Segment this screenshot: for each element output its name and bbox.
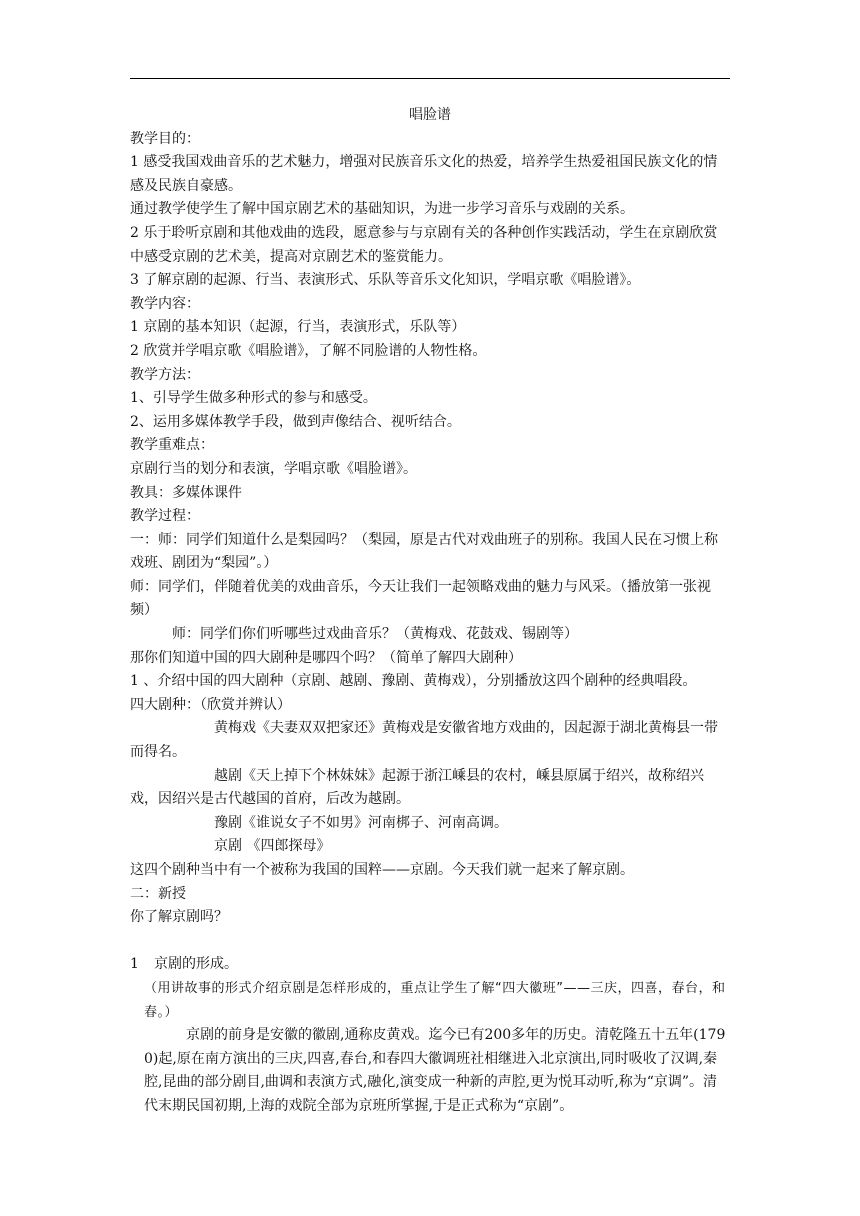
heading-objectives: 教学目的： <box>130 130 200 147</box>
process-4: 那你们知道中国的四大剧种是哪四个吗？（简单了解四大剧种） <box>130 649 522 666</box>
document-body <box>130 104 730 1119</box>
opera-yu: 豫剧《谁说女子不如男》河南梆子、河南高调。 <box>214 814 508 831</box>
teaching-aids: 教具：多媒体课件 <box>130 484 242 501</box>
guocui-line: 这四个剧种当中有一个被称为我国的国粹——京剧。今天我们就一起来了解京剧。 <box>130 862 634 878</box>
process-2: 师：同学们，伴随着优美的戏曲音乐，今天让我们一起领略戏曲的魅力与风采。（播放第一张视频） <box>130 578 711 619</box>
difficulty-text: 京剧行当的划分和表演，学唱京歌《唱脸谱》。 <box>130 460 417 477</box>
opera-huangmei: 黄梅戏《夫妻双双把家还》黄梅戏是安徽省地方戏曲的，因起源于湖北黄梅县一带而得名。 <box>130 720 718 761</box>
section-title: 京剧的形成。 <box>154 956 238 973</box>
method-2: 2、运用多媒体教学手段，做到声像结合、视听结合。 <box>130 413 461 430</box>
question-line: 你了解京剧吗？ <box>130 909 228 926</box>
four-operas-heading: 四大剧种：（欣赏并辨认） <box>130 696 291 713</box>
section-number: 1 <box>130 956 139 973</box>
formation-paragraph: 京剧的前身是安徽的徽剧,通称皮黄戏。迄今已有200多年的历史。清乾隆五十五年(1790)起,原在南方演出的三庆,四喜,春台,和春四大徽调班社相继进入北京演出,同时吸收了汉调,秦腔,昆曲的部分剧目,曲调和表演方式,融化,演变成一种新的声腔,更为悦耳动听,称为“京调”。清代末期民国初期,上海的戏院全部为京班所掌握,于是正式称为“京剧”。 <box>144 1027 726 1114</box>
opera-jing: 京剧 《四郎探母》 <box>214 838 331 855</box>
objective-1b: 通过教学使学生了解中国京剧艺术的基础知识，为进一步学习音乐与戏剧的关系。 <box>130 201 634 218</box>
process-1: 一：师：同学们知道什么是梨园吗？（梨园，原是古代对戏曲班子的别称。我国人民在习惯上称戏班、剧团为“梨园”。） <box>130 531 718 572</box>
opera-yue: 越剧《天上掉下个林妹妹》起源于浙江嵊县的农村，嵊县原属于绍兴，故称绍兴戏，因绍兴是古代越国的首府，后改为越剧。 <box>130 767 704 808</box>
doc-title: 唱脸谱 <box>409 107 451 123</box>
heading-content: 教学内容： <box>130 295 200 312</box>
method-1: 1、引导学生做多种形式的参与和感受。 <box>130 390 377 407</box>
content-1: 1 京剧的基本知识（起源，行当，表演形式，乐队等） <box>130 319 466 336</box>
heading-new: 二：新授 <box>130 885 186 902</box>
heading-process: 教学过程： <box>130 508 200 525</box>
section-1-heading <box>130 953 730 977</box>
heading-difficulties: 教学重难点： <box>130 437 214 454</box>
blank-line <box>130 930 730 954</box>
process-5: 1 、介绍中国的四大剧种（京剧、越剧、豫剧、黄梅戏），分别播放这四个剧种的经典唱段。 <box>130 673 697 690</box>
process-3: 师：同学们你们听哪些过戏曲音乐？（黄梅戏、花鼓戏、锡剧等） <box>172 626 578 643</box>
objective-1: 1 感受我国戏曲音乐的艺术魅力，增强对民族音乐文化的热爱，培养学生热爱祖国民族文化的情感及民族自豪感。 <box>130 154 718 194</box>
story-note: （用讲故事的形式介绍京剧是怎样形成的，重点让学生了解“四大徽班”——三庆，四喜，春台，和春。） <box>144 980 726 1020</box>
objective-2: 2 乐于聆听京剧和其他戏曲的选段，愿意参与与京剧有关的各种创作实践活动，学生在京剧欣赏中感受京剧的艺术美，提高对京剧艺术的鉴赏能力。 <box>130 224 718 265</box>
content-2: 2 欣赏并学唱京歌《唱脸谱》，了解不同脸谱的人物性格。 <box>130 342 487 359</box>
heading-methods: 教学方法： <box>130 366 200 383</box>
header-rule <box>130 78 730 79</box>
objective-3: 3 了解京剧的起源、行当、表演形式、乐队等音乐文化知识，学唱京歌《唱脸谱》。 <box>130 272 641 289</box>
